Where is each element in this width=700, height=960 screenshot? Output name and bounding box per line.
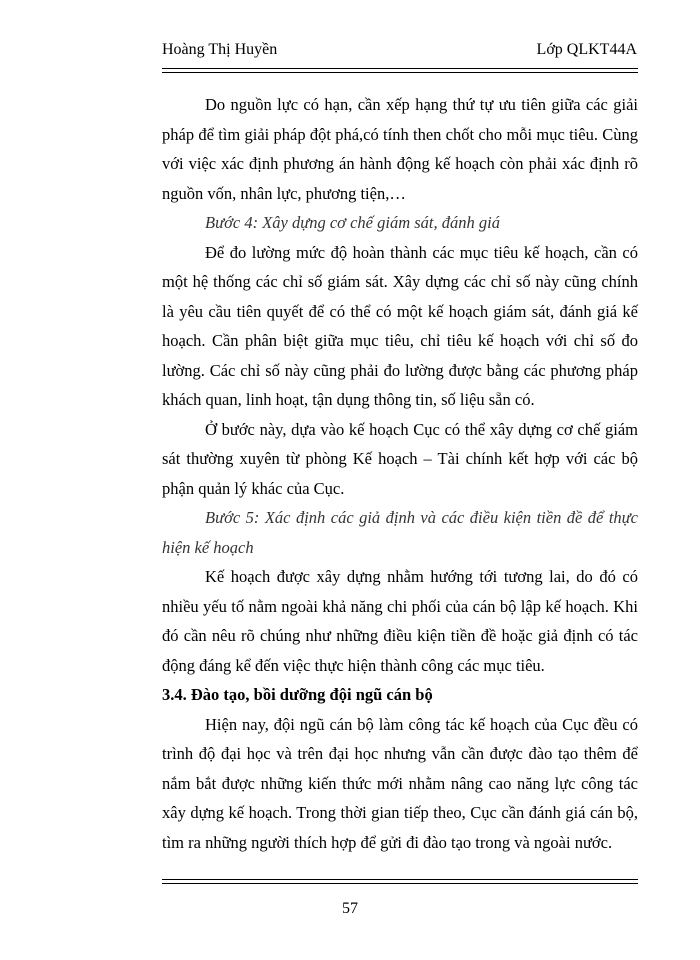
paragraph-assumptions: Kế hoạch được xây dựng nhằm hướng tới tương lai, do đó có nhiều yếu tố nằm ngoài khả năng chi phối của cán bộ lập kế hoạch. Khi đó cần nêu rõ chúng như những điều kiện tiền đề hoặc giả định có tác động đáng kể đến việc thực hiện thành công các mục tiêu. [162, 567, 638, 675]
page-header [162, 40, 637, 70]
header-author: Hoàng Thị Huyền [162, 41, 278, 58]
header-rule-bottom [162, 72, 638, 73]
page-number: 57 [342, 900, 358, 917]
paragraph-priority: Do nguồn lực có hạn, cần xếp hạng thứ tự ưu tiên giữa các giải pháp để tìm giải pháp đột phá,có tính then chốt cho mỗi mục tiêu. Cùng với việc xác định phương án hành động kế hoạch còn phải xác định rõ nguồn vốn, nhân lực, phương tiện,… [162, 95, 638, 203]
section-heading-3-4: 3.4. Đào tạo, bồi dưỡng đội ngũ cán bộ [162, 685, 433, 704]
paragraph-monitoring: Ở bước này, dựa vào kế hoạch Cục có thể xây dựng cơ chế giám sát thường xuyên từ phòng Kế hoạch – Tài chính kết hợp với các bộ phận quản lý khác của Cục. [162, 419, 638, 498]
paragraph-indicators: Để đo lường mức độ hoàn thành các mục tiêu kế hoạch, cần có một hệ thống các chỉ số giám sát. Xây dựng các chỉ số này cũng chính là yêu cầu tiên quyết để có thể có một kế hoạch giám sát, đánh giá kế hoạch. Cần phân biệt giữa mục tiêu, chỉ tiêu kế hoạch với chỉ số đo lường. Các chỉ số này cũng phải đo lường được bằng các phương pháp khách quan, linh hoạt, tận dụng thông tin, số liệu sẵn có. [162, 242, 638, 409]
step-5-heading: Bước 5: Xác định các giả định và các điều kiện tiền đề để thực hiện kế hoạch [162, 508, 638, 557]
header-class: Lớp QLKT44A [536, 41, 637, 58]
page-body [162, 90, 638, 857]
header-rule-top [162, 68, 638, 69]
footer-rule-top [162, 879, 638, 880]
footer-rule-bottom [162, 883, 638, 884]
paragraph-training: Hiện nay, đội ngũ cán bộ làm công tác kế hoạch của Cục đều có trình độ đại học và trên đại học nhưng vẫn cần được đào tạo thêm để nắm bắt được những kiến thức mới nhằm nâng cao năng lực công tác xây dựng kế hoạch. Trong thời gian tiếp theo, Cục cần đánh giá cán bộ, tìm ra những người thích hợp để gửi đi đào tạo trong và ngoài nước. [162, 714, 638, 852]
step-4-heading: Bước 4: Xây dựng cơ chế giám sát, đánh giá [205, 213, 500, 232]
